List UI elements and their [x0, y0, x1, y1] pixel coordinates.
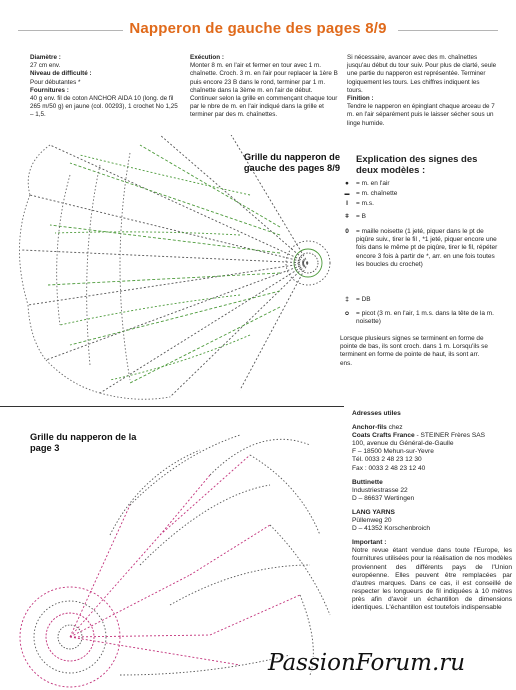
- level-label: Niveau de difficulté :: [30, 70, 92, 78]
- buttinette-address-2: D – 86637 Wertingen: [352, 494, 415, 502]
- legend-text-chain: = m. en l'air: [356, 180, 390, 187]
- supplies-text: 40 g env. fil de coton ANCHOR AIDA 10 (long. de fil 265 m/50 g) en jaune (col. 00293), 1 crochet No 1,25 – 1,5.: [30, 95, 178, 119]
- level-value: Pour débutantes *: [30, 78, 81, 86]
- coats-address-4: Fax : 0033 2 48 23 12 40: [352, 464, 426, 472]
- finishing-text: Tendre le napperon en épinglant chaque arceau de 7 m. en l'air séparément puis le laisser sécher sous un linge humide.: [347, 103, 495, 127]
- execution-column: [190, 54, 338, 120]
- legend-title-line2: deux modèles :: [356, 165, 426, 176]
- addresses-content: [352, 410, 512, 612]
- intro-text: Si nécessaire, avancer avec des m. chaînettes jusqu'au début du tour suiv. Pour plus de clarté, seule une partie du napperon est représentée. Terminer logiquement les tours. Les chiffres indiquent les tours.: [347, 54, 497, 94]
- anchor-suffix: chez: [388, 424, 403, 432]
- legend-item-slip: [344, 190, 496, 198]
- coats-address-3: Tél. 0033 2 48 23 12 30: [352, 456, 422, 464]
- diameter-label: Diamètre :: [30, 54, 61, 61]
- legend-item-picot: [344, 310, 496, 326]
- legend-item-single: [346, 200, 496, 208]
- legend-text-double: = B: [356, 213, 366, 220]
- legend-title-line1: Explication des signes des: [356, 154, 478, 165]
- page-title-text: Napperon de gauche des pages 8/9: [123, 20, 392, 37]
- anchor-label: Anchor-fils: [352, 424, 387, 432]
- lang-address-2: D – 41352 Korschenbroich: [352, 525, 431, 533]
- lang-label: LANG YARNS: [352, 508, 395, 516]
- execution-text: Monter 8 m. en l'air et fermer en tour avec 1 m. chaînette. Croch. 3 m. en l'air pour replacer la 1ère B puis encore 23 B dans le rond, terminer par 1 m. chaînette dans la 3ème m. en l'air de début. Continuer selon la grille en commençant chaque tour par le nbre de m. en l'air indiqué dans la grille et terminer par des m. chaînettes.: [190, 62, 338, 119]
- execution-label: Exécution :: [190, 54, 224, 61]
- grid2-title-line1: Grille du napperon de la: [30, 432, 137, 442]
- picot-icon: ᴑ: [344, 310, 349, 317]
- important-text: Notre revue étant vendue dans toute l'Europe, les fournitures utilisées pour la réalisation de nos modèles proviennent des différents pays de l'Union européenne. Elles peuvent être remplacées par d'autres marques. Dans ce cas, il est conseillé de respecter les longueurs de fil indiquées à 10 mètres près afin d'avoir un échantillon de dimensions identiques. L'échantillon est toutefois indispensable: [352, 547, 512, 611]
- coats-address-1: 100, avenue du Général-de-Gaulle: [352, 440, 454, 448]
- important-label: Important :: [352, 539, 387, 547]
- coats-address-2: F – 18500 Mehun-sur-Yevre: [352, 448, 434, 456]
- watermark: [268, 648, 514, 684]
- double-crochet-icon: ǂ: [345, 213, 349, 220]
- grid2-title-line2: page 3: [30, 443, 60, 453]
- addresses-title: Adresses utiles: [352, 410, 401, 417]
- coats-suffix: - STEINER Frères SAS: [414, 432, 486, 440]
- watermark-text: PassionForum.ru: [268, 650, 466, 676]
- section-divider: [0, 406, 344, 407]
- legend-item-bobble: [345, 228, 498, 269]
- legend-text-slip: = m. chaînette: [356, 190, 398, 197]
- legend-text-bobble: = maille noisette (1 jeté, piquer dans le pt de piqûre suiv., tirer le fil , *1 jeté, piquer encore une fois dans le même pt de piqûre, tirer le fil, répéter encore 3 fois à partir de *, arr. en une fois toutes les boucles du crochet): [356, 228, 498, 268]
- buttinette-label: Buttinette: [352, 478, 383, 486]
- finishing-label: Finition :: [347, 95, 374, 103]
- grid1-title-line2: gauche des pages 8/9: [243, 163, 340, 173]
- legend-footnote: Lorsque plusieurs signes se terminent en forme de pointe de bas, ils sont croch. dans 1 m. Lorsqu'ils se terminent en forme de pointe de haut, ils sont arr. ens.: [340, 335, 488, 367]
- legend-text-picot: = picot (3 m. en l'air, 1 m.s. dans la tête de la m. noisette): [356, 310, 494, 326]
- legend-item-dbl-dbl: [345, 296, 496, 304]
- coats-label: Coats Crafts France: [352, 432, 415, 440]
- grid1-title: [228, 152, 340, 174]
- legend-title: [356, 154, 506, 176]
- info-column: [30, 54, 180, 120]
- legend-item-chain: [345, 180, 496, 188]
- chain-stitch-icon: ●: [345, 180, 349, 187]
- legend-text-single: = m.s.: [356, 200, 374, 207]
- legend-text-dbl-dbl: = DB: [356, 296, 371, 303]
- legend-item-double: [345, 213, 496, 221]
- crochet-chart-top: [10, 135, 345, 400]
- bobble-stitch-icon: 0: [345, 228, 349, 235]
- grid1-title-line1: Grille du napperon de: [243, 152, 340, 162]
- diameter-value: 27 cm env.: [30, 62, 61, 70]
- supplies-label: Fournitures :: [30, 86, 69, 94]
- finishing-column: [347, 54, 497, 128]
- single-crochet-icon: I: [346, 200, 348, 207]
- buttinette-address-1: Industriestrasse 22: [352, 486, 408, 494]
- lang-address-1: Püllenweg 20: [352, 517, 392, 525]
- slip-stitch-icon: ▬: [344, 191, 350, 197]
- double-double-crochet-icon: ‡: [345, 296, 349, 303]
- page-header: [0, 20, 516, 42]
- page-title: [0, 20, 516, 37]
